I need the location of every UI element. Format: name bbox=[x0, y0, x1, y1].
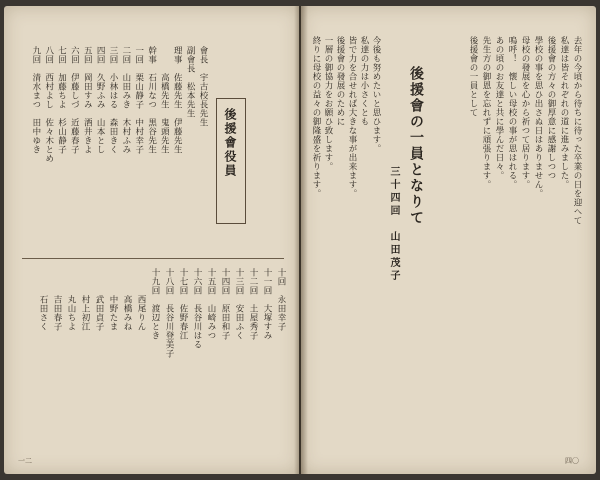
left-page bbox=[4, 6, 299, 474]
officer-entry: 會長 宇古校長先生 bbox=[198, 46, 208, 127]
article-line: 一層の御協力をお願ひ致します。 bbox=[323, 36, 333, 171]
officer-entry: 幹事 石川なつ 黒谷先生 bbox=[146, 46, 157, 154]
member-entry: 武田貞子 bbox=[94, 268, 104, 331]
officer-entry: 九回 清水まつ 田中ゆき bbox=[30, 46, 41, 154]
member-entry: 十八回 長谷川登美子 bbox=[164, 268, 174, 358]
roster-title: 後援會役員 bbox=[223, 108, 237, 178]
member-entry: 西尾りん bbox=[136, 268, 146, 331]
officer-entry: 八回 西村よし 佐々木とめ bbox=[43, 46, 54, 163]
member-entry: 吉田春子 bbox=[52, 268, 62, 331]
officer-entry: 七回 加藤ちよ 杉山静子 bbox=[56, 46, 67, 154]
article-line: 今後も努めたいと思ひます。 bbox=[371, 36, 381, 153]
member-entry: 村上初江 bbox=[80, 268, 90, 331]
member-entry: 中野たま bbox=[108, 268, 118, 331]
article-line: 母校の發展を心から祈つて居ります。 bbox=[520, 36, 530, 189]
article-line: 後援會の一員として bbox=[468, 36, 478, 117]
member-entry: 丸山ちよ bbox=[66, 268, 76, 331]
article-line: あの頃のお友達と共に學んだ日々。 bbox=[494, 36, 504, 180]
officer-entry: 五回 岡田すみ 酒井きよ bbox=[82, 46, 93, 154]
article-body-right bbox=[427, 36, 582, 446]
officer-entry: 二回 山田みき 木村ふみ bbox=[120, 46, 131, 154]
member-entry: 十四回 原田和子 bbox=[220, 268, 230, 340]
officer-entry: 理事 佐藤先生 伊藤先生 bbox=[172, 46, 183, 154]
member-entry: 十九回 渡辺とき bbox=[150, 268, 160, 340]
member-entry: 十五回 山崎みつ bbox=[206, 268, 216, 340]
article-body-left bbox=[309, 36, 381, 446]
member-entry: 十七回 佐野春江 bbox=[178, 268, 188, 340]
officer-entry: 四回 久野ふみ 山本とし bbox=[95, 46, 106, 154]
member-entry: 十二回 土屋秀子 bbox=[248, 268, 258, 340]
article-line: 學校の事を思ひ出さぬ日はありません。 bbox=[533, 36, 543, 198]
right-page bbox=[301, 6, 596, 474]
article-line: 皆で力を合せれば大きな事が出来ます。 bbox=[347, 36, 357, 198]
article-line: 先生方の御恩を忘れずに頑張ります。 bbox=[481, 36, 491, 189]
article-line: 去年の今頃から待ちに待った卒業の日を迎へて bbox=[572, 36, 582, 225]
open-book bbox=[4, 6, 596, 474]
article-line: 私達は皆それぞれの道に進みました。 bbox=[559, 36, 569, 189]
article-author: 三十四回 山田茂子 bbox=[388, 166, 399, 283]
section-divider bbox=[22, 258, 284, 259]
article-line: 私達の力は小さくとも bbox=[359, 36, 369, 126]
member-entry: 十六回 長谷川はる bbox=[192, 268, 202, 349]
member-list bbox=[24, 268, 286, 438]
article-line: 後援會の方々の御厚意に感謝しつつ bbox=[546, 36, 556, 180]
article-line: 嗚呼！ 懐しい母校の事が思はれる。 bbox=[507, 36, 517, 189]
article-line: 終りに母校の益々の御隆盛を祈ります。 bbox=[311, 36, 321, 198]
officer-entry: 副會長 松本先生 bbox=[185, 46, 196, 118]
member-entry: 石田さく bbox=[38, 268, 48, 331]
article-title: 後援會の一員となりて bbox=[408, 66, 424, 226]
left-page-number: 一二 bbox=[18, 457, 32, 465]
member-entry: 十回 永田幸子 bbox=[276, 268, 286, 331]
officer-entry: 三回 小林はる 森田きく bbox=[107, 46, 118, 154]
member-entry: 高橋みね bbox=[122, 268, 132, 331]
officer-list bbox=[28, 46, 208, 256]
article-line: 後援會の發展のために bbox=[335, 36, 345, 126]
officer-entry: 一回 栗山静子 中村幸子 bbox=[133, 46, 144, 154]
book-gutter bbox=[294, 6, 308, 474]
officer-entry: 六回 伊藤しづ 近藤春子 bbox=[69, 46, 80, 154]
member-entry: 十一回 大塚すみ bbox=[262, 268, 272, 340]
right-page-number: 四〇 bbox=[565, 457, 579, 465]
officer-entry: 高橋先生 鬼頭先生 bbox=[159, 46, 170, 154]
member-entry: 十三回 安田ふく bbox=[234, 268, 244, 340]
